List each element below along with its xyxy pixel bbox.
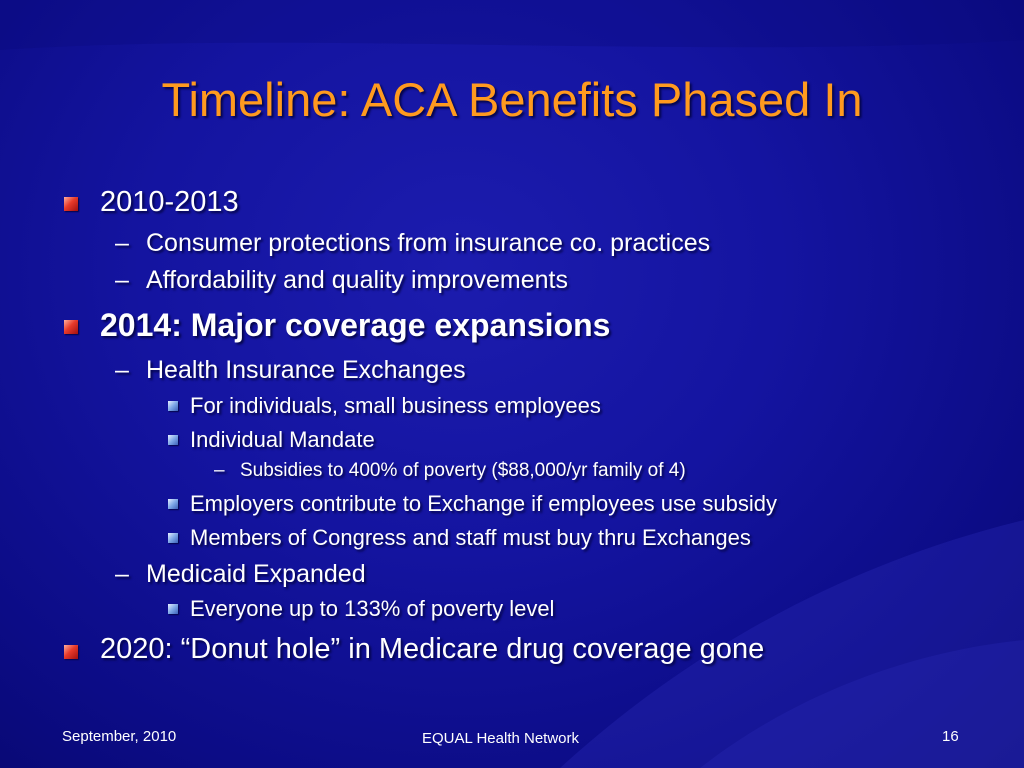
bullet-affordability: Affordability and quality improvements xyxy=(146,266,568,294)
bullet-2020-donut-hole: 2020: “Donut hole” in Medicare drug coverage gone xyxy=(100,633,765,665)
bullet-consumer-protections: Consumer protections from insurance co. practices xyxy=(146,229,711,257)
bullet-medicaid-expanded: Medicaid Expanded xyxy=(146,560,366,588)
bullet-2010-2013: 2010-2013 xyxy=(100,186,239,218)
bullet-individuals-small-business: For individuals, small business employees xyxy=(190,393,601,418)
dash-marker: – xyxy=(115,266,129,294)
bullet-2014-expansions: 2014: Major coverage expansions xyxy=(100,307,611,343)
bullet-square-small-icon xyxy=(168,533,178,543)
bullet-everyone-133: Everyone up to 133% of poverty level xyxy=(190,596,555,621)
bullet-square-small-icon xyxy=(168,499,178,509)
bullet-individual-mandate: Individual Mandate xyxy=(190,427,375,452)
bullet-members-of-congress: Members of Congress and staff must buy thru Exchanges xyxy=(190,525,751,550)
footer-date: September, 2010 xyxy=(62,728,177,745)
bullet-subsidies: Subsidies to 400% of poverty ($88,000/yr family of 4) xyxy=(240,460,686,481)
bullet-square-icon xyxy=(64,320,78,334)
bullet-square-small-icon xyxy=(168,604,178,614)
bullet-employers-contribute: Employers contribute to Exchange if employees use subsidy xyxy=(190,491,777,516)
dash-marker: – xyxy=(214,460,225,481)
bullet-square-icon xyxy=(64,197,78,211)
dash-marker: – xyxy=(115,229,129,257)
bullet-square-icon xyxy=(64,645,78,659)
dash-marker: – xyxy=(115,560,129,588)
footer-organization: EQUAL Health Network xyxy=(422,730,580,747)
bullet-health-insurance-exchanges: Health Insurance Exchanges xyxy=(146,356,466,384)
slide-title: Timeline: ACA Benefits Phased In xyxy=(161,73,863,126)
footer-page-number: 16 xyxy=(942,728,959,745)
dash-marker: – xyxy=(115,356,129,384)
bullet-square-small-icon xyxy=(168,435,178,445)
bullet-square-small-icon xyxy=(168,401,178,411)
